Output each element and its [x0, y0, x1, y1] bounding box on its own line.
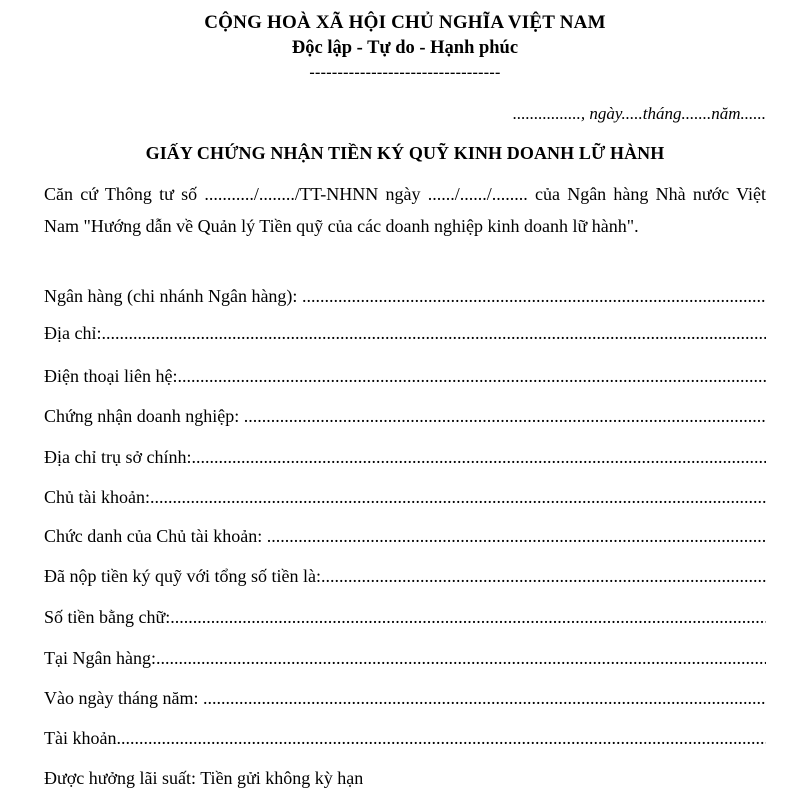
field-label: Điện thoại liên hệ:	[44, 366, 178, 386]
fill-in-dots	[101, 321, 766, 345]
fill-in-dots	[156, 646, 766, 670]
field-account-holder-title	[44, 524, 766, 548]
motto-heading: Độc lập - Tự do - Hạnh phúc	[291, 38, 519, 58]
field-bank-branch	[44, 284, 766, 308]
fill-in-dots	[170, 605, 766, 629]
fill-in-dots	[321, 564, 766, 588]
field-head-office-address	[44, 445, 766, 469]
field-account-holder	[44, 485, 766, 509]
field-label: Đã nộp tiền ký quỹ với tổng số tiền là:	[44, 566, 321, 586]
field-label: Vào ngày tháng năm:	[44, 688, 203, 708]
fill-in-dots	[177, 364, 766, 388]
field-label: Địa chỉ trụ sở chính:	[44, 447, 192, 467]
field-label: Tại Ngân hàng:	[44, 648, 156, 668]
field-amount-in-words	[44, 605, 766, 629]
field-at-bank	[44, 646, 766, 670]
legal-basis-paragraph: Căn cứ Thông tư số .........../......../TT-NHNN ngày ....../....../........ của Ngân hàng Nhà nước Việt Nam "Hướng dẫn về Quản lý Tiền quỹ của các doanh nghiệp kinh doanh lữ hành".	[44, 184, 766, 236]
interest-rate-text: Được hưởng lãi suất: Tiền gửi không kỳ hạn	[44, 768, 364, 788]
field-label: Tài khoản	[44, 728, 117, 748]
place-date-line: ................, ngày.....tháng.......năm......	[512, 104, 766, 123]
fill-in-dots	[150, 485, 766, 509]
fill-in-dots	[116, 726, 766, 750]
field-bank-address	[44, 321, 766, 345]
field-certified-enterprise	[44, 404, 766, 428]
fill-in-dots	[302, 284, 766, 308]
fill-in-dots	[244, 404, 766, 428]
field-label: Chứng nhận doanh nghiệp:	[44, 406, 244, 426]
field-contact-phone	[44, 364, 766, 388]
field-label: Chủ tài khoản:	[44, 487, 150, 507]
field-label: Địa chỉ:	[44, 323, 102, 343]
document-title: GIẤY CHỨNG NHẬN TIỀN KÝ QUỸ KINH DOANH LỮ HÀNH	[145, 143, 665, 163]
field-deposit-total	[44, 564, 766, 588]
field-deposit-date	[44, 686, 766, 710]
field-label: Số tiền bằng chữ:	[44, 607, 171, 627]
nation-heading: CỘNG HOÀ XÃ HỘI CHỦ NGHĨA VIỆT NAM	[204, 12, 606, 33]
fill-in-dots	[192, 445, 767, 469]
field-account-number	[44, 726, 766, 750]
field-label: Ngân hàng (chi nhánh Ngân hàng):	[44, 286, 302, 306]
header-divider: ----------------------------------	[309, 64, 501, 81]
fill-in-dots	[203, 686, 766, 710]
field-label: Chức danh của Chủ tài khoản:	[44, 526, 267, 546]
fill-in-dots	[267, 524, 766, 548]
field-interest-rate	[44, 766, 766, 790]
